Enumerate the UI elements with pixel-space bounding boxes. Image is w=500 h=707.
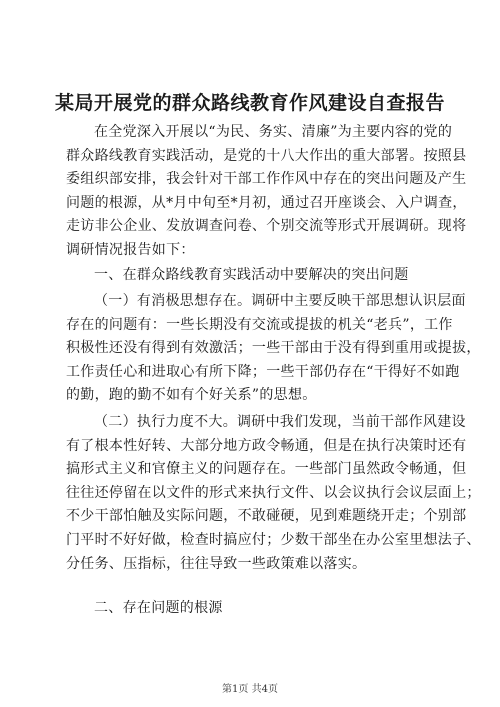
text-line: 委组织部安排，我会针对干部工作作风中存在的突出问题及产生 [66, 171, 467, 188]
text-line: 往往还停留在以文件的形式来执行文件、以会议执行会议层面上； [66, 484, 481, 501]
text-line: 有了根本性好转、大部分地方政令畅通，但是在执行决策时还有 [66, 437, 467, 454]
text-line: 门平时不好好做，检查时搞应付；少数干部坐在办公室里想法子、 [66, 531, 481, 548]
section-heading: 一、在群众路线教育实践活动中要解决的突出问题 [94, 267, 409, 283]
text-line: 问题的根源，从*月中旬至*月初，通过召开座谈会、入户调查， [66, 194, 467, 211]
text-line: 调研情况报告如下： [66, 241, 195, 258]
text-line: 存在的问题有：一些长期没有交流或提拔的机关“老兵”，工作 [66, 316, 453, 333]
text-line: 工作责任心和进取心有所下降；一些干部仍存在“干得好不如跑 [66, 363, 460, 380]
document-title: 某局开展党的群众路线教育作风建设自查报告 [54, 92, 445, 114]
text-line: 搞形式主义和官僚主义的问题存在。一些部门虽然政令畅通，但 [66, 461, 467, 478]
text-line: 在全党深入开展以“为民、务实、清廉”为主要内容的党的 [94, 124, 453, 140]
text-line: 走访非公企业、发放调查问卷、个别交流等形式开展调研。现将 [66, 218, 467, 235]
text-line: 的勤，跑的勤不如有个好关系”的思想。 [66, 387, 317, 404]
item1-paragraph [66, 290, 481, 408]
item2-paragraph [66, 411, 481, 576]
section1-heading-block [66, 264, 446, 288]
text-line: 群众路线教育实践活动，是党的十八大作出的重大部署。按照县 [66, 147, 467, 164]
text-line: 不少干部怕触及实际问题，不敢碰硬，见到难题绕开走；个别部 [66, 508, 467, 525]
text-line: （二）执行力度不大。调研中我们发现，当前干部作风建设 [94, 414, 466, 430]
section2-heading-block [66, 597, 446, 621]
page-footer: 第1页 共4页 [222, 684, 278, 695]
section-heading: 二、存在问题的根源 [94, 600, 223, 616]
text-line: 分任务、压指标，往往导致一些政策难以落实。 [66, 555, 367, 572]
intro-paragraph [66, 121, 467, 263]
text-line: 积极性还没有得到有效激活；一些干部由于没有得到重用或提拔， [66, 340, 481, 357]
text-line: （一）有消极思想存在。调研中主要反映干部思想认识层面 [94, 293, 466, 309]
